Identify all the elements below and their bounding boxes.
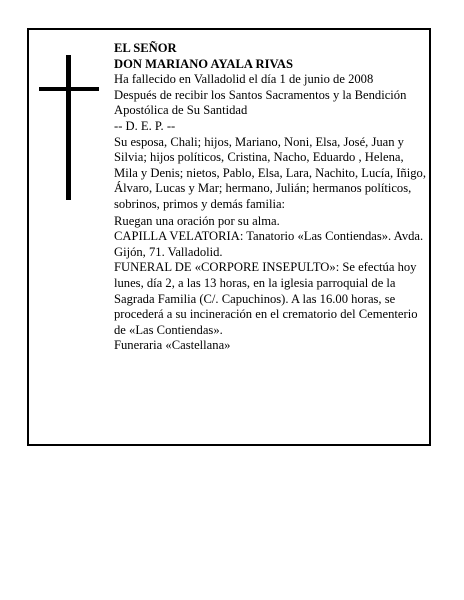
prayer-request: Ruegan una oración por su alma. bbox=[114, 213, 280, 228]
deceased-name: DON MARIANO AYALA RIVAS bbox=[114, 56, 294, 71]
death-announcement: Ha fallecido en Valladolid el día 1 de junio de 2008 bbox=[114, 72, 374, 87]
notice-text bbox=[114, 41, 426, 354]
funeral-home: Funeraria «Castellana» bbox=[114, 338, 231, 353]
cross-vertical-bar bbox=[66, 55, 71, 200]
cross-horizontal-bar bbox=[39, 87, 99, 91]
notice-title: EL SEÑOR bbox=[114, 41, 177, 55]
obituary-notice bbox=[27, 28, 431, 446]
funeral-info: FUNERAL DE «CORPORE INSEPULTO»: Se efectúa hoy lunes, día 2, a las 13 horas, en la iglesia parroquial de la Sagrada Familia (C/. Capuchinos). A las 16.00 horas, se procederá a su incineración en el crematorio del Cementerio de «Las Contiendas». bbox=[114, 260, 418, 337]
cross-icon bbox=[39, 55, 99, 200]
rip-line: -- D. E. P. -- bbox=[114, 118, 176, 133]
sacraments-text: Después de recibir los Santos Sacramentos y la Bendición Apostólica de Su Santidad bbox=[114, 87, 407, 118]
family-list: Su esposa, Chali; hijos, Mariano, Noni, Elsa, José, Juan y Silvia; hijos políticos, Cristina, Nacho, Eduardo , Helena, Mila y Denis; nietos, Pablo, Elsa, Lara, Nachito, Lucía, Iñigo, Álvaro, Lucas y Mar; hermano, Julián; hermanos políticos, sobrinos, primos y demás familia: bbox=[114, 134, 426, 211]
chapel-info: CAPILLA VELATORIA: Tanatorio «Las Contiendas». Avda. Gijón, 71. Valladolid. bbox=[114, 229, 424, 259]
